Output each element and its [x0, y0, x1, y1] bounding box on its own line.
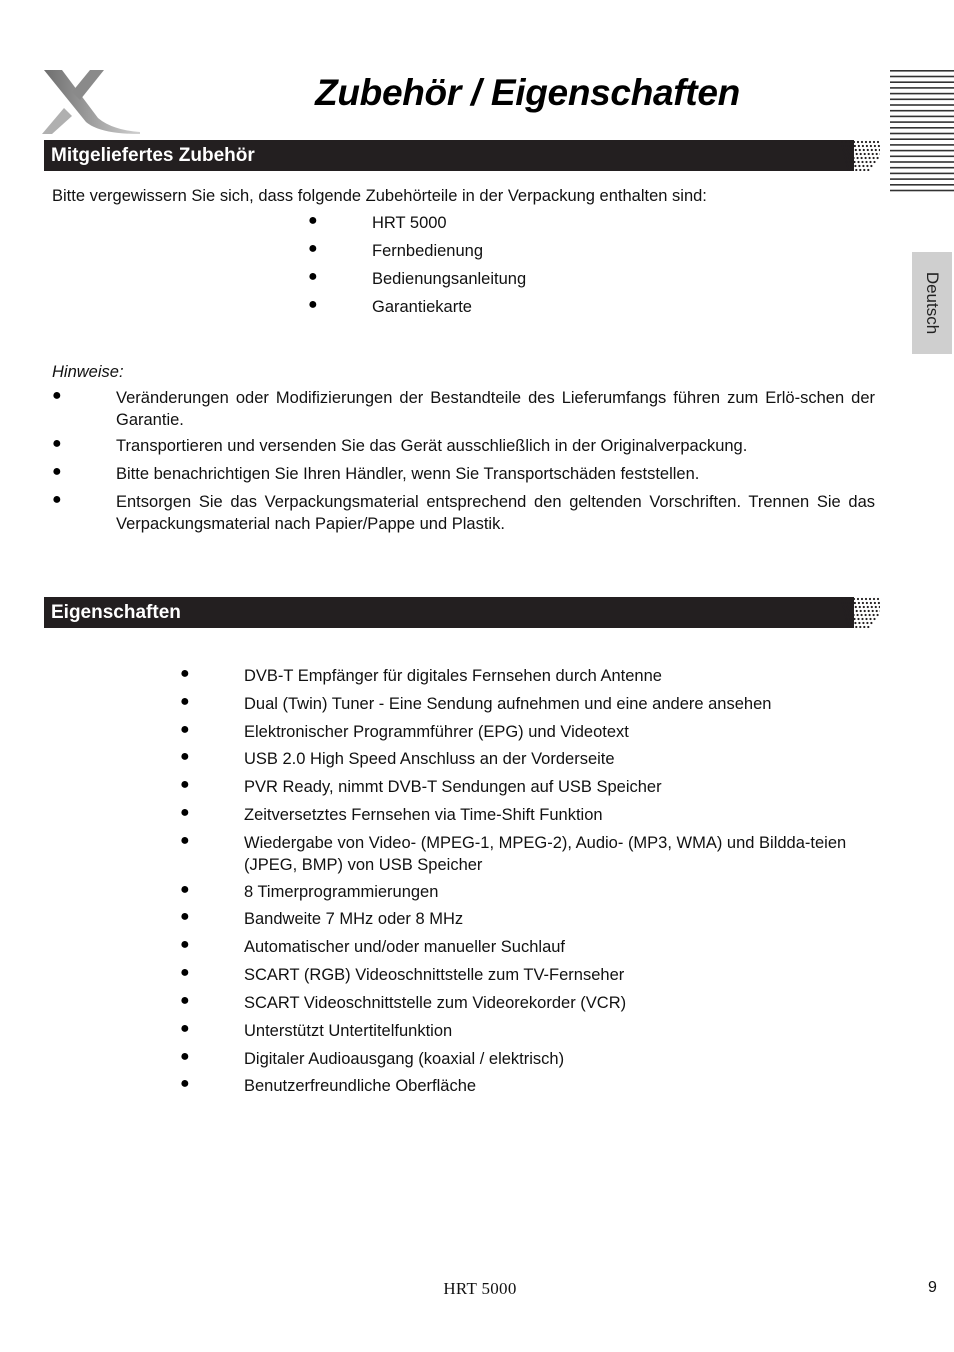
brand-x-logo — [40, 66, 146, 136]
pattern-dot — [849, 161, 851, 163]
feature-item: 8 Timerprogrammierungen — [244, 883, 439, 901]
stripe-line — [890, 121, 954, 123]
pattern-dot — [872, 153, 874, 155]
stripe-line — [890, 150, 954, 152]
pattern-dot — [863, 169, 865, 171]
pattern-dot — [859, 149, 861, 151]
pattern-dot — [867, 606, 869, 608]
pattern-dot — [864, 610, 866, 612]
pattern-dot — [873, 614, 875, 616]
pattern-dot — [849, 614, 851, 616]
bullet-dot: ● — [308, 240, 318, 257]
pattern-dot — [862, 622, 864, 624]
dot-pattern-decoration — [840, 597, 880, 628]
stripe-line — [890, 104, 954, 106]
bullet-dot: ● — [180, 832, 190, 849]
pattern-dot — [865, 157, 867, 159]
note-item: Veränderungen oder Modifizierungen der Bestandteile des Lieferumfangs führen zum Erlö-schen der Garantie. — [116, 389, 875, 429]
bullet-dot: ● — [180, 776, 190, 793]
pattern-dot — [863, 149, 865, 151]
feature-item: Automatischer und/oder manueller Suchlauf — [244, 938, 566, 956]
pattern-dot — [866, 145, 868, 147]
pattern-dot — [867, 149, 869, 151]
pattern-dot — [841, 141, 843, 143]
pattern-dot — [874, 602, 876, 604]
section-header-features — [44, 597, 880, 628]
pattern-dot — [873, 618, 875, 620]
pattern-dot — [861, 618, 863, 620]
pattern-dot — [851, 606, 853, 608]
pattern-dot — [865, 618, 867, 620]
pattern-dot — [858, 145, 860, 147]
stripe-line — [890, 81, 954, 83]
pattern-dot — [853, 618, 855, 620]
language-tab[interactable] — [912, 252, 952, 354]
feature-item: PVR Ready, nimmt DVB-T Sendungen auf USB Speicher — [244, 778, 662, 796]
pattern-dot — [874, 145, 876, 147]
feature-item: DVB-T Empfänger für digitales Fernsehen durch Antenne — [244, 667, 662, 685]
pattern-dot — [853, 161, 855, 163]
feature-item: Unterstützt Untertitelfunktion — [244, 1022, 453, 1040]
bullet-dot: ● — [52, 435, 62, 452]
pattern-dot — [856, 153, 858, 155]
bullet-dot: ● — [180, 665, 190, 682]
pattern-dot — [873, 141, 875, 143]
dot-pattern-decoration — [840, 140, 880, 171]
bullet-dot: ● — [180, 1048, 190, 1065]
pattern-dot — [861, 598, 863, 600]
pattern-dot — [869, 614, 871, 616]
bullet-dot: ● — [180, 908, 190, 925]
page-number: 9 — [928, 1279, 937, 1296]
pattern-dot — [879, 149, 880, 151]
pattern-dot — [854, 145, 856, 147]
pattern-dot — [868, 610, 870, 612]
stripe-line — [890, 167, 954, 169]
pattern-dot — [857, 161, 859, 163]
pattern-dot — [859, 169, 861, 171]
pattern-dot — [846, 165, 848, 167]
stripe-line — [890, 173, 954, 175]
bullet-dot: ● — [52, 387, 62, 404]
pattern-dot — [846, 602, 848, 604]
bullet-dot: ● — [180, 804, 190, 821]
stripe-line — [890, 110, 954, 112]
pattern-dot — [863, 626, 865, 628]
pattern-dot — [863, 606, 865, 608]
pattern-dot — [853, 141, 855, 143]
pattern-dot — [860, 610, 862, 612]
bullet-dot: ● — [308, 296, 318, 313]
pattern-dot — [869, 141, 871, 143]
pattern-dot — [867, 626, 869, 628]
pattern-dot — [859, 626, 861, 628]
pattern-dot — [846, 622, 848, 624]
bullet-dot: ● — [52, 491, 62, 508]
note-item: Bitte benachrichtigen Sie Ihren Händler, wenn Sie Transportschäden feststellen. — [116, 465, 700, 483]
pattern-dot — [848, 610, 850, 612]
pattern-dot — [857, 598, 859, 600]
stripe-line — [890, 144, 954, 146]
pattern-dot — [870, 622, 872, 624]
section-header-accessories — [44, 140, 880, 171]
pattern-dot — [865, 598, 867, 600]
pattern-dot — [852, 153, 854, 155]
pattern-dot — [861, 614, 863, 616]
pattern-dot — [853, 598, 855, 600]
pattern-dot — [862, 165, 864, 167]
stripe-line — [890, 116, 954, 118]
bullet-dot: ● — [180, 721, 190, 738]
section-heading: Eigenschaften — [51, 602, 181, 623]
pattern-dot — [845, 598, 847, 600]
pattern-dot — [850, 145, 852, 147]
pattern-dot — [852, 610, 854, 612]
pattern-dot — [876, 610, 878, 612]
pattern-dot — [871, 606, 873, 608]
language-tab-label: Deutsch — [923, 271, 942, 335]
feature-item: SCART (RGB) Videoschnittstelle zum TV-Fernseher — [244, 966, 625, 984]
pattern-dot — [857, 618, 859, 620]
pattern-dot — [875, 149, 877, 151]
feature-item: USB 2.0 High Speed Anschluss an der Vorderseite — [244, 750, 615, 768]
stripe-line — [890, 133, 954, 135]
feature-item: Zeitversetztes Fernsehen via Time-Shift Funktion — [244, 806, 603, 824]
pattern-dot — [842, 602, 844, 604]
bullet-dot: ● — [180, 881, 190, 898]
pattern-dot — [855, 169, 857, 171]
pattern-dot — [871, 149, 873, 151]
pattern-dot — [850, 622, 852, 624]
pattern-dot — [877, 614, 879, 616]
stripe-line — [890, 70, 954, 72]
pattern-dot — [854, 165, 856, 167]
pattern-dot — [845, 614, 847, 616]
list-item: Garantiekarte — [372, 298, 472, 316]
pattern-dot — [867, 169, 869, 171]
pattern-dot — [845, 141, 847, 143]
pattern-dot — [844, 153, 846, 155]
bullet-dot: ● — [52, 463, 62, 480]
notes-label: Hinweise: — [52, 363, 124, 381]
bullet-dot: ● — [180, 693, 190, 710]
footer-model-name: HRT 5000 — [443, 1279, 517, 1298]
list-item: Fernbedienung — [372, 242, 484, 260]
pattern-dot — [849, 618, 851, 620]
pattern-dot — [845, 618, 847, 620]
pattern-dot — [873, 598, 875, 600]
bullet-dot: ● — [180, 936, 190, 953]
feature-item: Wiedergabe von Video- (MPEG-1, MPEG-2), Audio- (MP3, WMA) und Bildda-teien (JPEG, BMP) von USB Speicher — [244, 834, 847, 874]
pattern-dot — [856, 610, 858, 612]
pattern-dot — [855, 149, 857, 151]
note-item: Entsorgen Sie das Verpackungsmaterial entsprechend den geltenden Vorschriften. Trennen Sie das Verpackungsmaterial nach Papier/Pappe und Plastik. — [116, 493, 875, 533]
pattern-dot — [857, 614, 859, 616]
feature-item: Benutzerfreundliche Oberfläche — [244, 1077, 477, 1095]
decorative-stripes — [890, 70, 954, 196]
feature-item: SCART Videoschnittstelle zum Videorekorder (VCR) — [244, 994, 627, 1012]
pattern-dot — [861, 157, 863, 159]
pattern-dot — [865, 614, 867, 616]
pattern-dot — [866, 622, 868, 624]
pattern-dot — [878, 145, 880, 147]
bullet-dot: ● — [308, 268, 318, 285]
pattern-dot — [849, 598, 851, 600]
stripe-line — [890, 76, 954, 78]
pattern-dot — [851, 626, 853, 628]
stripe-line — [890, 127, 954, 129]
pattern-dot — [858, 622, 860, 624]
stripe-line — [890, 138, 954, 140]
feature-item: Bandweite 7 MHz oder 8 MHz — [244, 910, 464, 928]
pattern-dot — [847, 606, 849, 608]
pattern-dot — [855, 626, 857, 628]
stripe-line — [890, 156, 954, 158]
pattern-dot — [879, 606, 880, 608]
pattern-dot — [861, 161, 863, 163]
pattern-dot — [843, 149, 845, 151]
feature-item: Digitaler Audioausgang (koaxial / elektrisch) — [244, 1050, 565, 1068]
pattern-dot — [845, 161, 847, 163]
stripe-line — [890, 184, 954, 186]
feature-item: Dual (Twin) Tuner - Eine Sendung aufnehmen und eine andere ansehen — [244, 695, 772, 713]
pattern-dot — [841, 598, 843, 600]
pattern-dot — [866, 165, 868, 167]
intro-text: Bitte vergewissern Sie sich, dass folgende Zubehörteile in der Verpackung enthalten sind: — [52, 187, 707, 205]
pattern-dot — [870, 165, 872, 167]
pattern-dot — [858, 602, 860, 604]
list-item: Bedienungsanleitung — [372, 270, 527, 288]
bullet-dot: ● — [180, 964, 190, 981]
pattern-dot — [848, 153, 850, 155]
pattern-dot — [866, 602, 868, 604]
pattern-dot — [877, 598, 879, 600]
pattern-dot — [873, 157, 875, 159]
section-heading: Mitgeliefertes Zubehör — [51, 145, 255, 166]
stripe-line — [890, 93, 954, 95]
pattern-dot — [860, 153, 862, 155]
pattern-dot — [849, 157, 851, 159]
pattern-dot — [844, 610, 846, 612]
list-item: HRT 5000 — [372, 214, 447, 232]
pattern-dot — [877, 157, 879, 159]
stripe-line — [890, 161, 954, 163]
pattern-dot — [858, 165, 860, 167]
pattern-dot — [870, 145, 872, 147]
pattern-dot — [850, 165, 852, 167]
pattern-dot — [851, 149, 853, 151]
bullet-dot: ● — [180, 992, 190, 1009]
pattern-dot — [849, 141, 851, 143]
pattern-dot — [853, 614, 855, 616]
pattern-dot — [857, 157, 859, 159]
pattern-dot — [865, 141, 867, 143]
pattern-dot — [845, 157, 847, 159]
pattern-dot — [847, 149, 849, 151]
pattern-dot — [843, 606, 845, 608]
pattern-dot — [869, 157, 871, 159]
pattern-dot — [868, 153, 870, 155]
pattern-dot — [846, 145, 848, 147]
bullet-dot: ● — [308, 212, 318, 229]
pattern-dot — [869, 598, 871, 600]
pattern-dot — [869, 618, 871, 620]
bullet-dot: ● — [180, 1020, 190, 1037]
pattern-dot — [847, 169, 849, 171]
pattern-dot — [869, 161, 871, 163]
pattern-dot — [872, 610, 874, 612]
note-item: Transportieren und versenden Sie das Gerät ausschließlich in der Originalverpackung. — [116, 437, 748, 455]
pattern-dot — [847, 626, 849, 628]
pattern-dot — [842, 145, 844, 147]
pattern-dot — [850, 602, 852, 604]
pattern-dot — [878, 602, 880, 604]
stripe-line — [890, 87, 954, 89]
stripe-line — [890, 178, 954, 180]
stripe-line — [890, 99, 954, 101]
feature-item: Elektronischer Programmführer (EPG) und Videotext — [244, 723, 629, 741]
pattern-dot — [851, 169, 853, 171]
pattern-dot — [877, 141, 879, 143]
pattern-dot — [865, 161, 867, 163]
pattern-dot — [876, 153, 878, 155]
pattern-dot — [870, 602, 872, 604]
pattern-dot — [857, 141, 859, 143]
pattern-dot — [862, 602, 864, 604]
pattern-dot — [875, 606, 877, 608]
pattern-dot — [873, 161, 875, 163]
pattern-dot — [862, 145, 864, 147]
pattern-dot — [861, 141, 863, 143]
pattern-dot — [854, 622, 856, 624]
pattern-dot — [859, 606, 861, 608]
stripe-line — [890, 190, 954, 192]
bullet-dot: ● — [180, 748, 190, 765]
pattern-dot — [864, 153, 866, 155]
bullet-dot: ● — [180, 1075, 190, 1092]
pattern-dot — [854, 602, 856, 604]
pattern-dot — [853, 157, 855, 159]
pattern-dot — [855, 606, 857, 608]
page-title: Zubehör / Eigenschaften — [315, 72, 740, 113]
